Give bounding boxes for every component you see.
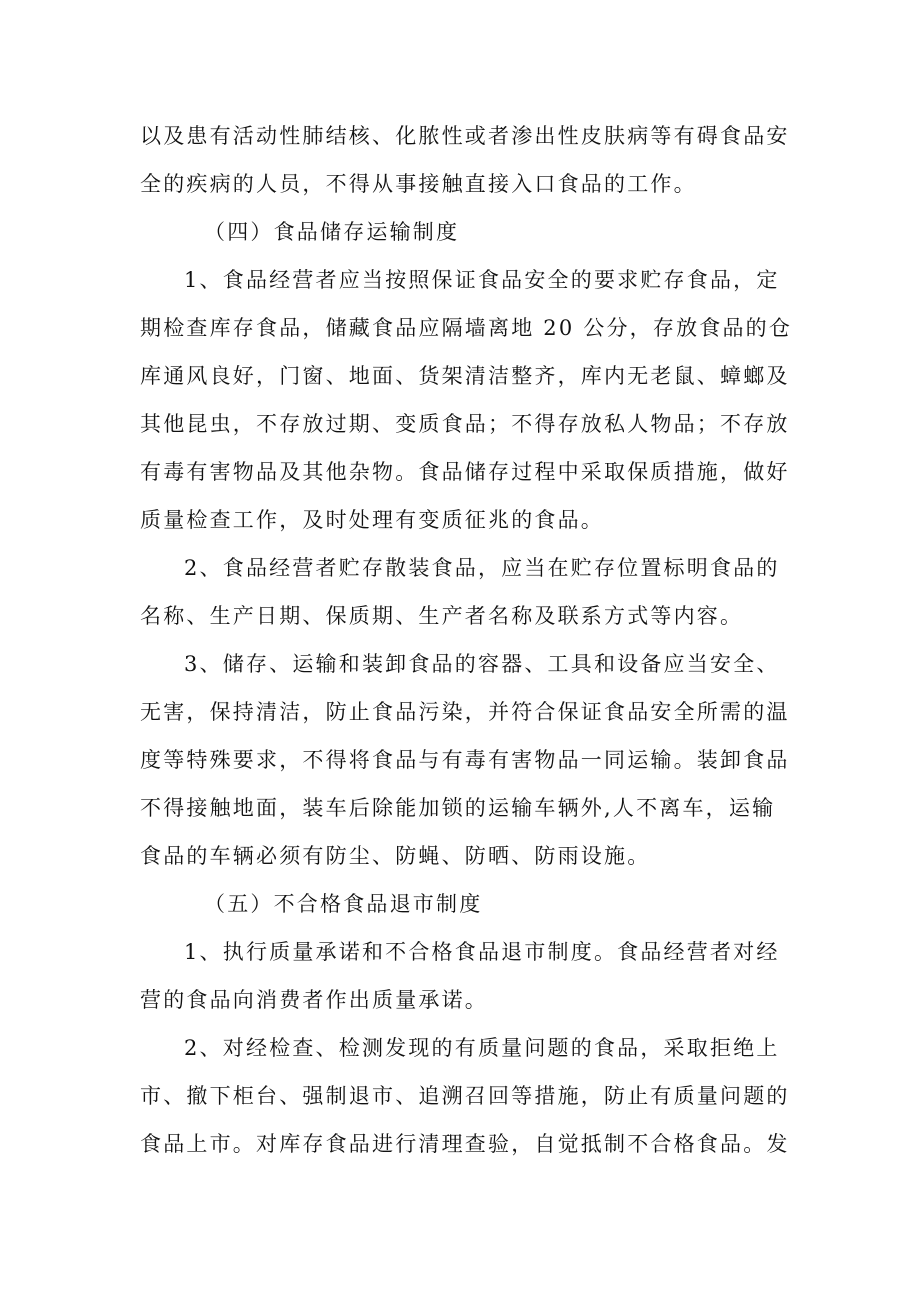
paragraph-line: 度等特殊要求，不得将食品与有毒有害物品一同运输。装卸食品 xyxy=(140,748,790,772)
paragraph-line: 3、储存、运输和装卸食品的容器、工具和设备应当安全、 xyxy=(184,652,780,676)
paragraph-line: 不得接触地面，装车后除能加锁的运输车辆外,人不离车，运输 xyxy=(140,796,776,820)
section-heading-nonconforming-recall: （五）不合格食品退市制度 xyxy=(204,892,483,916)
paragraph-line: 名称、生产日期、保质期、生产者名称及联系方式等内容。 xyxy=(140,604,744,628)
paragraph-line: 2、食品经营者贮存散装食品，应当在贮存位置标明食品的 xyxy=(184,556,780,580)
paragraph-line: 营的食品向消费者作出质量承诺。 xyxy=(140,988,488,1012)
paragraph-line: 有毒有害物品及其他杂物。食品储存过程中采取保质措施，做好 xyxy=(140,460,790,484)
document-body xyxy=(140,112,793,1168)
paragraph-line: 全的疾病的人员，不得从事接触直接入口食品的工作。 xyxy=(140,172,697,196)
paragraph-line: 质量检查工作，及时处理有变质征兆的食品。 xyxy=(140,508,604,532)
paragraph-line: 食品上市。对库存食品进行清理查验，自觉抵制不合格食品。发 xyxy=(140,1132,790,1156)
paragraph-line: 以及患有活动性肺结核、化脓性或者渗出性皮肤病等有碍食品安 xyxy=(140,124,790,148)
paragraph-line: 1、食品经营者应当按照保证食品安全的要求贮存食品，定 xyxy=(184,268,780,292)
paragraph-line: 市、撤下柜台、强制退市、追溯召回等措施，防止有质量问题的 xyxy=(140,1084,790,1108)
paragraph-line: 2、对经检查、检测发现的有质量问题的食品，采取拒绝上 xyxy=(184,1036,780,1060)
paragraph-line: 其他昆虫，不存放过期、变质食品；不得存放私人物品；不存放 xyxy=(140,412,790,436)
paragraph-line: 无害，保持清洁，防止食品污染，并符合保证食品安全所需的温 xyxy=(140,700,790,724)
paragraph-line: 期检查库存食品，储藏食品应隔墙离地 20 公分，存放食品的仓 xyxy=(140,316,793,340)
paragraph-line: 库通风良好，门窗、地面、货架清洁整齐，库内无老鼠、蟑螂及 xyxy=(140,364,790,388)
paragraph-line: 食品的车辆必须有防尘、防蝇、防晒、防雨设施。 xyxy=(140,844,651,868)
section-heading-storage-transport: （四）食品储存运输制度 xyxy=(204,220,460,244)
paragraph-line: 1、执行质量承诺和不合格食品退市制度。食品经营者对经 xyxy=(184,940,780,964)
